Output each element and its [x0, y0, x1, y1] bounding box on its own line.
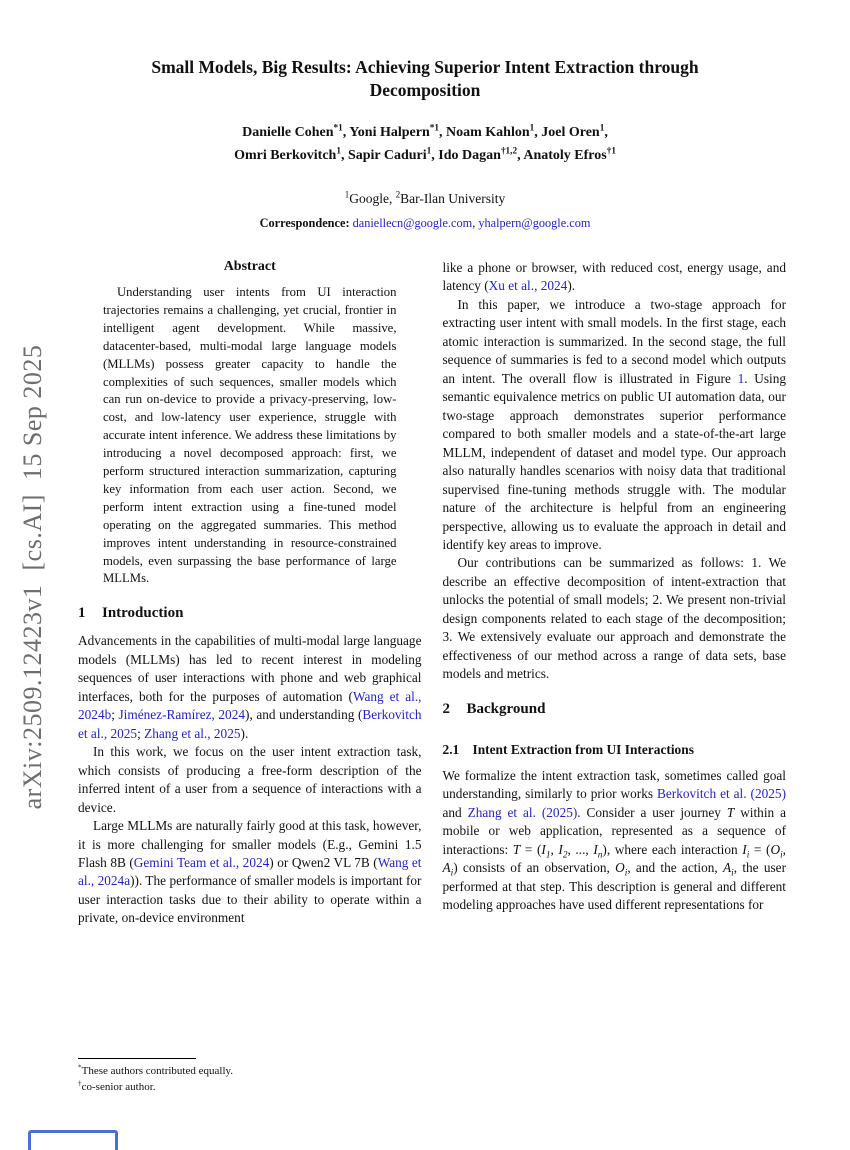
abstract-text: Understanding user intents from UI interaction trajectories remains a challenging, yet crucial, frontier in intelligent agent development. While massive, datacenter-based, multi-modal large language models (MLLMs) possess greater capacity to handle the complexities of such sequences, smaller models which can run on-device to provide a privacy-preserving, low-cost, and low-latency user experience, struggle with accurate intent inference. We address these limitations by introducing a novel decomposed approach: first, we perform structured interaction summarization, capturing key information from each user action. Second, we perform intent extraction using a fine-tuned model operating on the aggregated summaries. This method improves intent understanding in resource-constrained models, even surpassing the base performance of large MLLMs. [103, 284, 397, 586]
correspondence-line: Correspondence: daniellecn@google.com, yhalpern@google.com [259, 215, 591, 230]
citation-link[interactable]: Wang et al., 2024a [78, 855, 422, 889]
left-column [78, 259, 422, 1095]
citation-link[interactable]: Berkovitch et al. (2025) [657, 786, 786, 802]
body-paragraph: We formalize the intent extraction task, sometimes called goal understanding, similarly to prior works Berkovitch et al. (2025) and Zhang et al. (2025). Consider a user journey T within a mobile or web application, represented as a sequence of interactions: $T = (I_1$, $I_2$, ..., $I_n$), where each interaction $I_i = (O_i$, $A_i$) consists of an observation, $O_i$, and the action, $A_i$, the user performed at that step. This description is general and different modeling approaches have used different representations for [442, 767, 787, 913]
body-paragraph: like a phone or browser, with reduced cost, energy usage, and latency (Xu et al., 2024). [442, 259, 786, 294]
email-link[interactable]: yhalpern@google.com [478, 215, 591, 230]
intro-paragraph: Large MLLMs are naturally fairly good at this task, however, it is more challenging for smaller models (E.g., Gemini 1.5 Flash 8B (Gemini Team et al., 2024) or Qwen2 VL 7B (Wang et al., 2024a)). The performance of smaller models is important for user interaction tasks due to their ability to operate within a private, on-device environment [78, 818, 422, 926]
citation-link[interactable]: Zhang et al., 2025 [144, 725, 241, 741]
figure-ref-link[interactable]: 1 [737, 370, 745, 386]
paper-header [0, 0, 850, 231]
arxiv-watermark: arXiv:2509.12423v1 [cs.AI] 15 Sep 2025 [18, 344, 47, 810]
citation-link[interactable]: Jiménez-Ramírez, 2024 [118, 707, 246, 723]
subsection-title: Intent Extraction from UI Interactions [472, 741, 694, 757]
author-line-2: Omri Berkovitch$^1$, Sapir Caduri$^1$, Ido Dagan$^{\dagger 1,2}$, Anatoly Efros$^{\dagger 1}$ [234, 144, 616, 163]
citation-link[interactable]: Xu et al., 2024 [488, 278, 568, 294]
footnote: *These authors contributed equally. [78, 1063, 234, 1078]
citation-link[interactable]: Gemini Team et al., 2024 [133, 855, 270, 870]
paper-title: Small Models, Big Results: Achieving Superior Intent Extraction through Decomposition [151, 57, 699, 101]
citation-link[interactable]: Wang et al., 2024b [78, 688, 422, 723]
section-heading-introduction [78, 605, 422, 622]
two-column-body [0, 259, 850, 1095]
section-heading-background [443, 701, 787, 718]
section-title: Introduction [102, 605, 184, 622]
section-number: 2 [442, 700, 450, 717]
citation-link[interactable]: Zhang et al. (2025) [467, 804, 578, 820]
intro-paragraph: In this work, we focus on the user intent extraction task, which consists of producing a free-form description of the inferred intent of a user from a sequence of interactions with a device. [78, 744, 422, 815]
affiliations: $^1$Google, $^2$Bar-Ilan University [344, 189, 506, 206]
subsection-number: 2.1 [442, 741, 460, 757]
author-line-1: Danielle Cohen$^{*1}$, Yoni Halpern$^{*1}$, Noam Kahlon$^1$, Joel Oren$^1$, [242, 122, 608, 141]
author-block [0, 122, 850, 167]
footnote: †co-senior author. [78, 1078, 156, 1093]
next-page-figure-fragment [28, 1130, 118, 1150]
citation-link[interactable]: Berkovitch et al., 2025 [78, 707, 422, 741]
body-paragraph: In this paper, we introduce a two-stage approach for extracting user intent with small models. In the first stage, each atomic interaction is summarized. In the second stage, the full sequence of summaries is fed to a second model which outputs an intent. The overall flow is illustrated in Figure 1. Using semantic equivalence metrics on public UI automation data, our two-stage approach demonstrates superior performance compared to both smaller models and a state-of-the-art large MLLM, independent of dataset and model type. Our approach also naturally handles scenarios with noisy data that traditional supervised fine-tuning methods struggle with. The modular nature of the architecture is helpful from an engineering perspective, allowing us to evaluate the approach in detail and identify key areas to improve. [442, 296, 787, 552]
footnote-block [78, 1048, 422, 1095]
section-title: Background [466, 700, 546, 717]
body-paragraph: Our contributions can be summarized as follows: 1. We describe an effective decomposition of intent-extraction that unlocks the potential of small models; 2. We present non-trivial design components related to each stage of the decomposition; 3. We extensively evaluate our approach and demonstrate the effectiveness of our method across a range of data sets, base models and metrics. [442, 555, 786, 682]
footnote-rule [78, 1058, 196, 1059]
section-number: 1 [78, 605, 86, 622]
abstract-heading: Abstract [223, 258, 276, 274]
intro-paragraph: Advancements in the capabilities of multi-modal large language models (MLLMs) has led to recent interest in modeling sequences of user interactions with phone and web graphical interfaces, both for the purposes of automation (Wang et al., 2024b; Jiménez-Ramírez, 2024), and understanding (Berkovitch et al., 2025; Zhang et al., 2025). [78, 633, 422, 741]
subsection-heading-intent-extraction [443, 742, 787, 758]
right-column [443, 259, 787, 1095]
email-link[interactable]: daniellecn@google.com [352, 215, 473, 230]
